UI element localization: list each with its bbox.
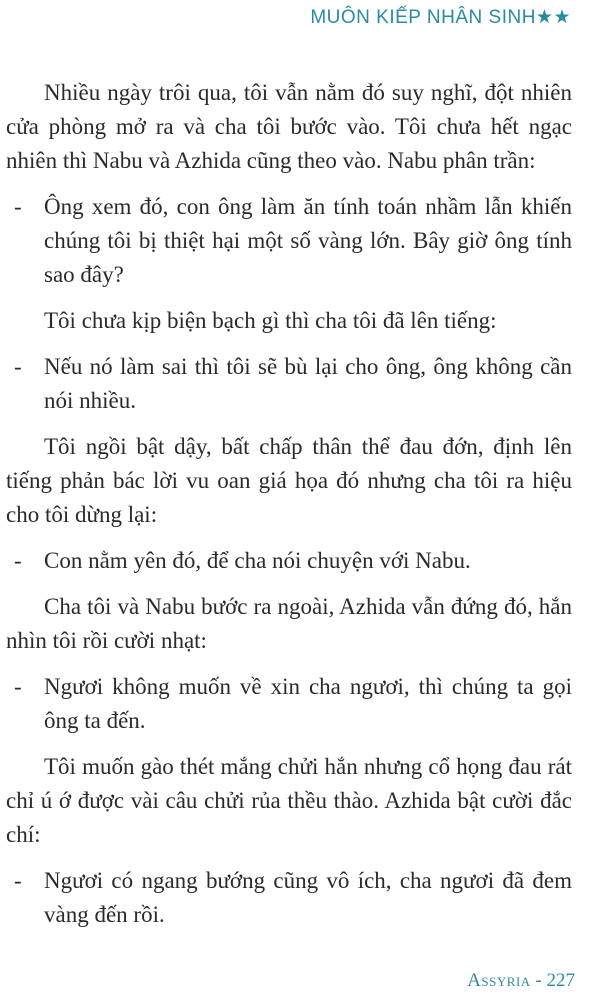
page-number: 227 — [546, 970, 575, 991]
dialogue-line — [6, 190, 572, 292]
footer-separator: - — [535, 970, 542, 991]
dialogue-dash: - — [14, 868, 22, 893]
dialogue-text: Ngươi có ngang bướng cũng vô ích, cha ngươi đã đem vàng đến rồi. — [44, 868, 572, 927]
book-title: MUÔN KIẾP NHÂN SINH — [310, 7, 536, 28]
dialogue-text: Nếu nó làm sai thì tôi sẽ bù lại cho ông, ông không cần nói nhiều. — [44, 354, 572, 413]
dialogue-line — [6, 864, 572, 932]
page-body — [6, 76, 572, 944]
dialogue-dash: - — [14, 194, 22, 219]
paragraph: Tôi chưa kịp biện bạch gì thì cha tôi đã lên tiếng: — [44, 308, 497, 333]
dialogue-line — [6, 544, 572, 578]
paragraph: Cha tôi và Nabu bước ra ngoài, Azhida vẫn đứng đó, hắn nhìn tôi rồi cười nhạt: — [6, 594, 572, 653]
dialogue-dash: - — [14, 674, 22, 699]
paragraph: Tôi ngồi bật dậy, bất chấp thân thể đau đớn, định lên tiếng phản bác lời vu oan giá họa đó nhưng cha tôi ra hiệu cho tôi dừng lại: — [6, 434, 572, 527]
running-footer — [467, 970, 575, 992]
dialogue-text: Con nằm yên đó, để cha nói chuyện với Nabu. — [44, 548, 471, 573]
dialogue-line — [6, 670, 572, 738]
dialogue-text: Ông xem đó, con ông làm ăn tính toán nhầm lẫn khiến chúng tôi bị thiệt hại một số vàng lớn. Bây giờ ông tính sao đây? — [44, 194, 572, 287]
section-name: Assyria — [467, 970, 531, 991]
dialogue-dash: - — [14, 548, 22, 573]
dialogue-line — [6, 350, 572, 418]
star-icon: ★★ — [535, 7, 571, 28]
dialogue-dash: - — [14, 354, 22, 379]
paragraph: Tôi muốn gào thét mắng chửi hắn nhưng cổ họng đau rát chỉ ú ớ được vài câu chửi rủa thều thào. Azhida bật cười đắc chí: — [6, 754, 572, 847]
running-header — [310, 6, 571, 29]
dialogue-text: Ngươi không muốn về xin cha ngươi, thì chúng ta gọi ông ta đến. — [44, 674, 572, 733]
paragraph: Nhiều ngày trôi qua, tôi vẫn nằm đó suy nghĩ, đột nhiên cửa phòng mở ra và cha tôi bước vào. Tôi chưa hết ngạc nhiên thì Nabu và Azhida cũng theo vào. Nabu phân trần: — [6, 80, 572, 173]
